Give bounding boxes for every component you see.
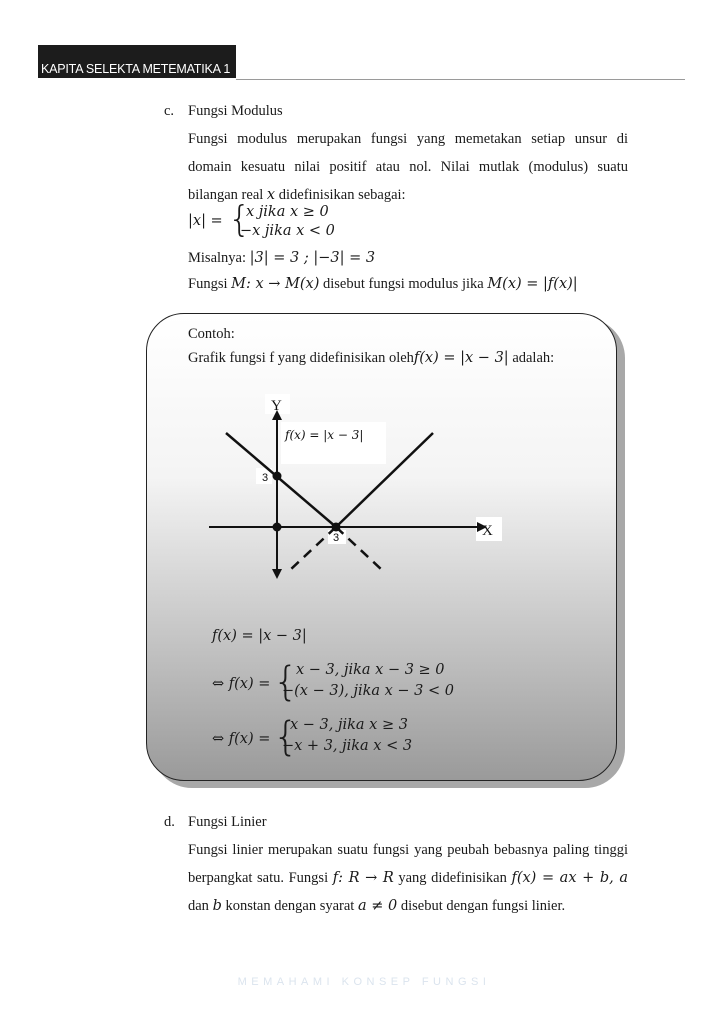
math-expression: f: R → R xyxy=(332,870,394,886)
text-run: didefinisikan sebagai: xyxy=(275,187,406,203)
text-run: yang didefinisikan xyxy=(393,870,512,886)
text-run: disebut fungsi modulus jika xyxy=(319,276,488,292)
y-tick-label: 3 xyxy=(262,472,269,484)
function-label: f(x) = |x − 3| xyxy=(285,428,364,442)
point-y-intercept xyxy=(273,472,282,481)
left-brace: { xyxy=(228,199,251,240)
paragraph-line xyxy=(188,864,628,892)
math-expression: a ≠ 0 xyxy=(357,898,398,914)
text-run: Fungsi xyxy=(188,276,232,292)
abs-case-2: −x jika x < 0 xyxy=(240,223,335,239)
math-variable: b xyxy=(212,898,222,914)
abs-case-1: x jika x ≥ 0 xyxy=(246,204,329,220)
y-axis-label: Y xyxy=(271,398,282,414)
section-d-title: Fungsi Linier xyxy=(188,814,267,830)
math-expression: f(x) = |x − 3| xyxy=(413,350,509,366)
text-run: konstan dengan syarat xyxy=(221,898,358,914)
paragraph-line: Fungsi modulus merupakan fungsi yang memetakan setiap unsur di xyxy=(188,131,628,147)
equation-3-case-2: −x + 3, jika x < 3 xyxy=(282,738,413,754)
footer-text: MEMAHAMI KONSEP FUNGSI xyxy=(237,976,491,988)
text-run: adalah: xyxy=(508,350,555,366)
dashed-line-right xyxy=(336,527,382,570)
section-c-label: c. xyxy=(164,103,175,119)
example-title: Contoh: xyxy=(188,326,235,342)
paragraph-line xyxy=(188,892,628,920)
x-tick-label: 3 xyxy=(333,532,340,544)
math-expression: M(x) = |f(x)| xyxy=(487,276,578,292)
section-d-label: d. xyxy=(164,814,175,830)
x-axis-label: X xyxy=(482,523,493,539)
math-variable: x xyxy=(266,187,276,203)
text-run: bilangan real xyxy=(188,187,267,203)
text-run: dan xyxy=(188,898,213,914)
math-expression: |3| = 3 ; |−3| = 3 xyxy=(249,250,376,266)
paragraph-line: domain kesuatu nilai positif atau nol. Nilai mutlak (modulus) suatu xyxy=(188,159,628,175)
equation-2-case-1: x − 3, jika x − 3 ≥ 0 xyxy=(296,662,445,678)
math-expression: M: x → M(x) xyxy=(231,276,320,292)
left-brace: { xyxy=(273,659,299,705)
section-c-title: Fungsi Modulus xyxy=(188,103,283,119)
equation-3-case-1: x − 3, jika x ≥ 3 xyxy=(290,717,408,733)
equation-3-lhs: ⇔ f(x) = xyxy=(212,731,271,747)
text-run: disebut dengan fungsi linier. xyxy=(397,898,566,914)
section-d-paragraph xyxy=(188,836,628,920)
point-origin xyxy=(273,523,282,532)
abs-definition-lhs: |x| = xyxy=(188,213,223,229)
text-run: berpangkat satu. Fungsi xyxy=(188,870,333,886)
header-title: KAPITA SELEKTA METEMATIKA 1 xyxy=(38,45,236,78)
dashed-line-left xyxy=(290,527,336,570)
text-run: Misalnya: xyxy=(188,250,250,266)
equation-2-case-2: −(x − 3), jika x − 3 < 0 xyxy=(282,683,454,699)
equation-1: f(x) = |x − 3| xyxy=(212,628,307,644)
point-vertex xyxy=(332,523,341,532)
text-run: Grafik fungsi f yang didefinisikan oleh xyxy=(188,350,414,366)
paragraph-line: Fungsi linier merupakan suatu fungsi yang peubah bebasnya paling tinggi xyxy=(188,842,628,858)
equation-2-lhs: ⇔ f(x) = xyxy=(212,676,271,692)
left-brace: { xyxy=(273,714,299,760)
math-expression: f(x) = ax + b, a xyxy=(511,870,628,886)
